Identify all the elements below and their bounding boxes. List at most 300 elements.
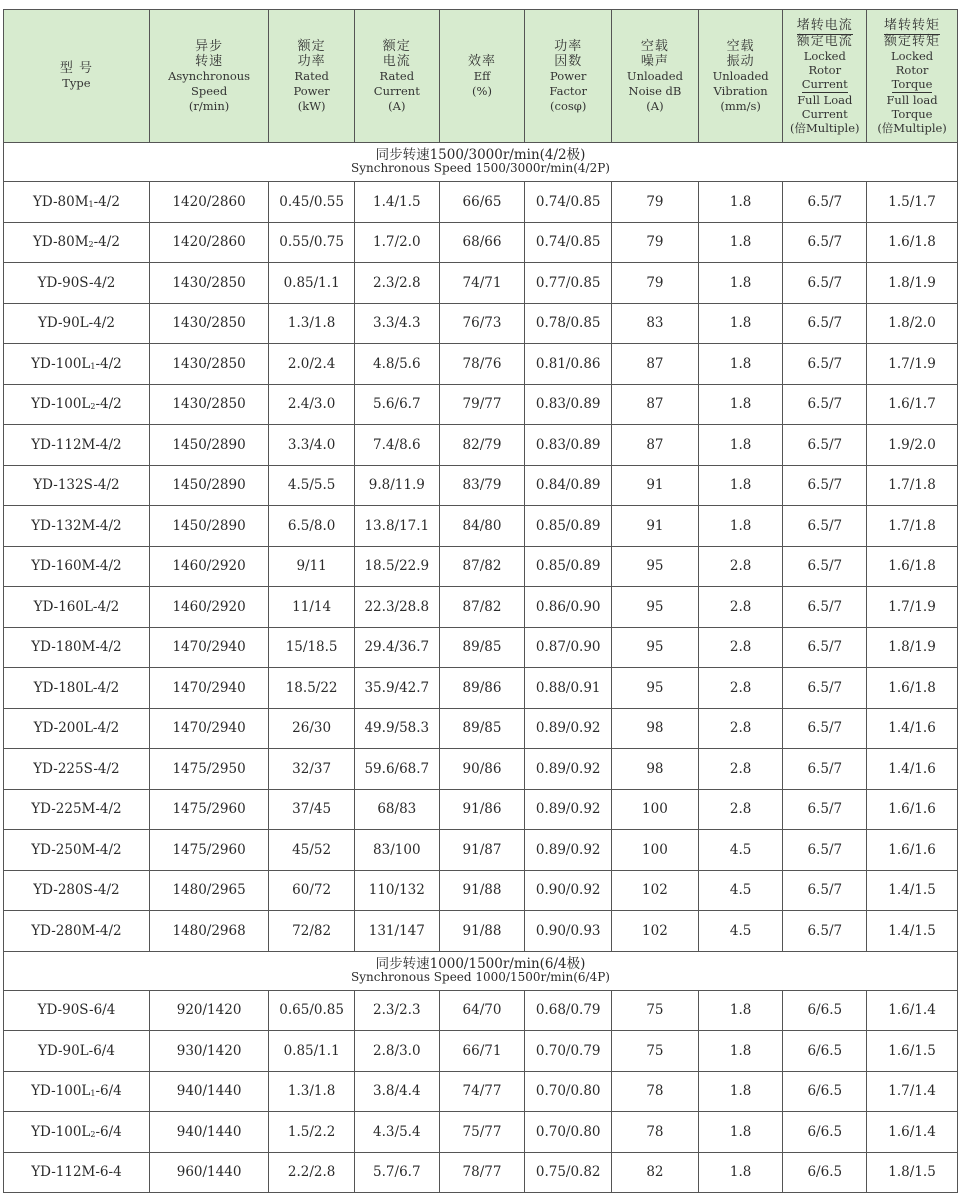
table-row <box>4 708 958 749</box>
cell-eff: 76/73 <box>439 303 525 344</box>
cell-type <box>4 222 150 263</box>
cell-noise: 100 <box>612 789 699 830</box>
type-text: YD-100L <box>31 1123 91 1140</box>
cell-power: 4.5/5.5 <box>269 465 355 506</box>
cell-type <box>4 465 150 506</box>
cell-pf: 0.85/0.89 <box>525 546 612 587</box>
cell-speed: 1460/2920 <box>149 587 268 628</box>
cell-type <box>4 182 150 223</box>
type-text: YD-90S-6/4 <box>37 1002 116 1019</box>
cell-eff: 91/88 <box>439 911 525 952</box>
cell-noise: 75 <box>612 1031 699 1072</box>
section-title-zh: 同步转速1000/1500r/min(6/4极) <box>375 955 586 972</box>
cell-noise: 95 <box>612 627 699 668</box>
cell-type <box>4 668 150 709</box>
cell-vib: 2.8 <box>698 587 783 628</box>
cell-pf: 0.89/0.92 <box>525 789 612 830</box>
cell-type <box>4 789 150 830</box>
cell-vib: 4.5 <box>698 870 783 911</box>
type-suffix: -4/2 <box>95 396 122 413</box>
cell-eff: 75/77 <box>439 1112 525 1153</box>
cell-power: 15/18.5 <box>269 627 355 668</box>
cell-lrc: 6/6.5 <box>783 1112 867 1153</box>
header-speed-en1: Asynchronous <box>168 68 251 83</box>
cell-noise: 98 <box>612 708 699 749</box>
cell-power: 1.3/1.8 <box>269 1071 355 1112</box>
type-text: YD-112M-6-4 <box>31 1164 122 1181</box>
cell-lrc: 6.5/7 <box>783 344 867 385</box>
cell-noise: 83 <box>612 303 699 344</box>
section-title-4-2 <box>4 143 958 182</box>
header-speed-zh1: 异步 <box>195 38 224 54</box>
cell-power: 2.4/3.0 <box>269 384 355 425</box>
cell-lrt: 1.4/1.5 <box>867 911 958 952</box>
cell-lrt: 1.6/1.8 <box>867 546 958 587</box>
header-lrc-unit: (倍Multiple) <box>790 120 860 135</box>
cell-pf: 0.74/0.85 <box>525 222 612 263</box>
table-row <box>4 789 958 830</box>
type-text: YD-80M <box>32 193 89 210</box>
cell-eff: 87/82 <box>439 546 525 587</box>
cell-lrt: 1.4/1.6 <box>867 749 958 790</box>
cell-power: 1.5/2.2 <box>269 1112 355 1153</box>
header-speed-zh2: 转速 <box>195 53 224 69</box>
cell-lrc: 6.5/7 <box>783 465 867 506</box>
cell-noise: 87 <box>612 384 699 425</box>
cell-type <box>4 1071 150 1112</box>
cell-current: 4.8/5.6 <box>354 344 439 385</box>
cell-current: 1.4/1.5 <box>354 182 439 223</box>
header-speed <box>149 10 268 143</box>
cell-lrc: 6.5/7 <box>783 425 867 466</box>
header-power <box>269 10 355 143</box>
cell-vib: 1.8 <box>698 465 783 506</box>
header-vibration-en1: Unloaded <box>712 68 769 83</box>
cell-pf: 0.70/0.80 <box>525 1112 612 1153</box>
table-row <box>4 384 958 425</box>
cell-power: 0.85/1.1 <box>269 263 355 304</box>
section-row-4-2 <box>4 143 958 182</box>
motor-spec-table <box>3 9 958 1193</box>
header-vibration <box>698 10 783 143</box>
cell-vib: 1.8 <box>698 384 783 425</box>
cell-speed: 940/1440 <box>149 1071 268 1112</box>
cell-vib: 2.8 <box>698 708 783 749</box>
header-lrt-unit: (倍Multiple) <box>877 120 947 135</box>
type-subscript: 1 <box>90 361 96 371</box>
cell-type <box>4 263 150 304</box>
cell-speed: 960/1440 <box>149 1152 268 1193</box>
cell-vib: 1.8 <box>698 425 783 466</box>
header-current-unit: (A) <box>388 98 406 113</box>
type-text: YD-200L-4/2 <box>33 720 120 737</box>
cell-speed: 940/1440 <box>149 1112 268 1153</box>
cell-lrc: 6.5/7 <box>783 384 867 425</box>
cell-power: 6.5/8.0 <box>269 506 355 547</box>
cell-pf: 0.90/0.92 <box>525 870 612 911</box>
cell-type <box>4 344 150 385</box>
cell-type <box>4 587 150 628</box>
cell-noise: 95 <box>612 587 699 628</box>
header-lrt-en5: Torque <box>891 106 933 121</box>
cell-type <box>4 506 150 547</box>
cell-vib: 4.5 <box>698 830 783 871</box>
cell-speed: 1430/2850 <box>149 303 268 344</box>
header-lrt-zh1: 堵转转矩 <box>884 17 941 33</box>
cell-eff: 91/86 <box>439 789 525 830</box>
cell-lrt: 1.7/1.8 <box>867 465 958 506</box>
cell-lrc: 6.5/7 <box>783 830 867 871</box>
cell-power: 37/45 <box>269 789 355 830</box>
table-row <box>4 344 958 385</box>
header-type-zh: 型 号 <box>59 61 94 76</box>
cell-vib: 2.8 <box>698 668 783 709</box>
header-pf-en2: Factor <box>549 83 587 98</box>
cell-eff: 74/77 <box>439 1071 525 1112</box>
cell-lrc: 6.5/7 <box>783 587 867 628</box>
cell-current: 110/132 <box>354 870 439 911</box>
type-text: YD-225M-4/2 <box>31 801 122 818</box>
header-lrc-zh2: 额定电流 <box>796 33 853 49</box>
cell-current: 3.8/4.4 <box>354 1071 439 1112</box>
header-lrc-en4: Full Load <box>797 92 853 107</box>
cell-eff: 78/76 <box>439 344 525 385</box>
cell-current: 49.9/58.3 <box>354 708 439 749</box>
header-lrt-en2: Rotor <box>895 62 929 77</box>
type-text: YD-90L-4/2 <box>37 315 115 332</box>
cell-speed: 1480/2968 <box>149 911 268 952</box>
cell-type <box>4 425 150 466</box>
cell-current: 131/147 <box>354 911 439 952</box>
cell-power: 11/14 <box>269 587 355 628</box>
type-suffix: -4/2 <box>93 193 120 210</box>
cell-pf: 0.84/0.89 <box>525 465 612 506</box>
cell-pf: 0.89/0.92 <box>525 830 612 871</box>
type-subscript: 2 <box>88 240 94 250</box>
cell-pf: 0.83/0.89 <box>525 425 612 466</box>
table-row <box>4 668 958 709</box>
header-eff-unit: (%) <box>472 83 492 98</box>
header-power-en1: Rated <box>294 68 329 83</box>
header-pf-en1: Power <box>550 68 587 83</box>
cell-type <box>4 870 150 911</box>
table-row <box>4 303 958 344</box>
cell-lrt: 1.4/1.6 <box>867 708 958 749</box>
cell-lrt: 1.7/1.4 <box>867 1071 958 1112</box>
cell-lrt: 1.6/1.4 <box>867 1112 958 1153</box>
type-text: YD-225S-4/2 <box>33 760 120 777</box>
header-pf-zh2: 因数 <box>554 53 583 69</box>
cell-speed: 1450/2890 <box>149 465 268 506</box>
table-row <box>4 749 958 790</box>
cell-pf: 0.78/0.85 <box>525 303 612 344</box>
header-lrc-en2: Rotor <box>808 62 842 77</box>
header-pf <box>525 10 612 143</box>
header-speed-en2: Speed <box>190 83 228 98</box>
cell-vib: 1.8 <box>698 303 783 344</box>
cell-current: 13.8/17.1 <box>354 506 439 547</box>
cell-pf: 0.90/0.93 <box>525 911 612 952</box>
cell-speed: 1430/2850 <box>149 263 268 304</box>
type-text: YD-132S-4/2 <box>33 477 120 494</box>
cell-power: 60/72 <box>269 870 355 911</box>
cell-power: 2.2/2.8 <box>269 1152 355 1193</box>
cell-type <box>4 911 150 952</box>
cell-pf: 0.81/0.86 <box>525 344 612 385</box>
cell-lrt: 1.8/1.9 <box>867 263 958 304</box>
cell-vib: 1.8 <box>698 1071 783 1112</box>
cell-lrt: 1.6/1.6 <box>867 789 958 830</box>
cell-type <box>4 830 150 871</box>
header-lrt-en4: Full load <box>886 92 938 107</box>
header-noise <box>612 10 699 143</box>
cell-speed: 930/1420 <box>149 1031 268 1072</box>
type-text: YD-112M-4/2 <box>31 436 122 453</box>
cell-eff: 89/85 <box>439 708 525 749</box>
header-vibration-en2: Vibration <box>713 83 768 98</box>
cell-pf: 0.88/0.91 <box>525 668 612 709</box>
cell-lrt: 1.7/1.9 <box>867 344 958 385</box>
cell-current: 29.4/36.7 <box>354 627 439 668</box>
cell-type <box>4 384 150 425</box>
header-lrt-en1: Locked <box>890 48 934 63</box>
table-row <box>4 830 958 871</box>
section-title-en: Synchronous Speed 1000/1500r/min(6/4P) <box>351 969 610 984</box>
cell-vib: 4.5 <box>698 911 783 952</box>
header-current-en2: Current <box>373 83 420 98</box>
cell-current: 59.6/68.7 <box>354 749 439 790</box>
section-title-zh: 同步转速1500/3000r/min(4/2极) <box>375 147 586 163</box>
table-row <box>4 1031 958 1072</box>
cell-eff: 89/86 <box>439 668 525 709</box>
cell-noise: 75 <box>612 990 699 1031</box>
cell-lrt: 1.7/1.8 <box>867 506 958 547</box>
cell-lrc: 6.5/7 <box>783 911 867 952</box>
type-text: YD-100L <box>31 396 91 413</box>
cell-type <box>4 1031 150 1072</box>
cell-lrt: 1.4/1.5 <box>867 870 958 911</box>
header-vibration-zh1: 空载 <box>726 38 755 54</box>
type-subscript: 1 <box>90 1089 96 1099</box>
cell-current: 83/100 <box>354 830 439 871</box>
header-current-en1: Rated <box>379 68 415 83</box>
cell-noise: 95 <box>612 668 699 709</box>
cell-lrc: 6/6.5 <box>783 990 867 1031</box>
cell-pf: 0.75/0.82 <box>525 1152 612 1193</box>
cell-pf: 0.83/0.89 <box>525 384 612 425</box>
header-lrt-zh2: 额定转矩 <box>884 33 941 49</box>
cell-pf: 0.86/0.90 <box>525 587 612 628</box>
cell-lrc: 6.5/7 <box>783 708 867 749</box>
cell-speed: 1450/2890 <box>149 425 268 466</box>
cell-pf: 0.85/0.89 <box>525 506 612 547</box>
cell-type <box>4 1152 150 1193</box>
cell-power: 1.3/1.8 <box>269 303 355 344</box>
type-text: YD-160M-4/2 <box>31 558 122 575</box>
cell-power: 3.3/4.0 <box>269 425 355 466</box>
cell-pf: 0.70/0.80 <box>525 1071 612 1112</box>
table-row <box>4 182 958 223</box>
cell-noise: 79 <box>612 222 699 263</box>
cell-lrt: 1.5/1.7 <box>867 182 958 223</box>
table-row <box>4 870 958 911</box>
cell-lrt: 1.8/1.5 <box>867 1152 958 1193</box>
type-text: YD-250M-4/2 <box>31 841 122 858</box>
cell-lrc: 6.5/7 <box>783 263 867 304</box>
cell-lrt: 1.9/2.0 <box>867 425 958 466</box>
cell-power: 0.55/0.75 <box>269 222 355 263</box>
header-current-zh2: 电流 <box>382 53 411 69</box>
header-noise-en2: Noise dB <box>628 83 682 98</box>
type-text: YD-90L-6/4 <box>37 1042 115 1059</box>
header-lrc-zh1: 堵转电流 <box>796 17 853 33</box>
header-pf-zh1: 功率 <box>554 38 583 54</box>
cell-noise: 87 <box>612 344 699 385</box>
cell-speed: 1420/2860 <box>149 182 268 223</box>
header-current-zh1: 额定 <box>382 38 411 54</box>
type-suffix: -6/4 <box>95 1083 122 1100</box>
cell-lrt: 1.6/1.7 <box>867 384 958 425</box>
header-power-zh1: 额定 <box>297 38 326 54</box>
cell-noise: 79 <box>612 263 699 304</box>
cell-eff: 82/79 <box>439 425 525 466</box>
cell-vib: 1.8 <box>698 506 783 547</box>
section-row-6-4 <box>4 951 958 990</box>
cell-power: 32/37 <box>269 749 355 790</box>
header-power-unit: (kW) <box>297 98 326 113</box>
header-type-en: Type <box>62 76 91 90</box>
header-power-zh2: 功率 <box>297 53 326 69</box>
type-suffix: -4/2 <box>95 355 122 372</box>
cell-current: 9.8/11.9 <box>354 465 439 506</box>
type-suffix: -4/2 <box>93 234 120 251</box>
cell-eff: 64/70 <box>439 990 525 1031</box>
cell-noise: 95 <box>612 546 699 587</box>
table-row <box>4 911 958 952</box>
cell-speed: 1430/2850 <box>149 384 268 425</box>
cell-vib: 1.8 <box>698 990 783 1031</box>
cell-type <box>4 708 150 749</box>
cell-lrc: 6.5/7 <box>783 222 867 263</box>
cell-current: 3.3/4.3 <box>354 303 439 344</box>
cell-lrt: 1.6/1.6 <box>867 830 958 871</box>
cell-speed: 920/1420 <box>149 990 268 1031</box>
cell-eff: 79/77 <box>439 384 525 425</box>
cell-lrc: 6.5/7 <box>783 546 867 587</box>
header-type <box>4 10 150 143</box>
cell-lrt: 1.6/1.5 <box>867 1031 958 1072</box>
table-row <box>4 1152 958 1193</box>
cell-power: 9/11 <box>269 546 355 587</box>
cell-eff: 90/86 <box>439 749 525 790</box>
cell-current: 18.5/22.9 <box>354 546 439 587</box>
cell-pf: 0.68/0.79 <box>525 990 612 1031</box>
table-row <box>4 425 958 466</box>
header-noise-zh2: 噪声 <box>640 53 669 69</box>
cell-vib: 1.8 <box>698 1031 783 1072</box>
type-text: YD-280S-4/2 <box>33 882 120 899</box>
cell-power: 0.45/0.55 <box>269 182 355 223</box>
cell-lrt: 1.6/1.8 <box>867 668 958 709</box>
cell-eff: 83/79 <box>439 465 525 506</box>
cell-noise: 102 <box>612 870 699 911</box>
cell-eff: 87/82 <box>439 587 525 628</box>
cell-noise: 82 <box>612 1152 699 1193</box>
table-row <box>4 546 958 587</box>
cell-speed: 1460/2920 <box>149 546 268 587</box>
cell-noise: 87 <box>612 425 699 466</box>
cell-speed: 1430/2850 <box>149 344 268 385</box>
header-lrc-en3: Current <box>801 76 848 91</box>
cell-lrt: 1.7/1.9 <box>867 587 958 628</box>
cell-vib: 2.8 <box>698 627 783 668</box>
table-row <box>4 587 958 628</box>
header-power-en2: Power <box>293 83 330 98</box>
cell-type <box>4 546 150 587</box>
cell-type <box>4 627 150 668</box>
type-text: YD-90S-4/2 <box>37 274 116 291</box>
table-row <box>4 465 958 506</box>
cell-vib: 2.8 <box>698 546 783 587</box>
cell-type <box>4 749 150 790</box>
cell-current: 68/83 <box>354 789 439 830</box>
cell-pf: 0.89/0.92 <box>525 708 612 749</box>
cell-vib: 2.8 <box>698 749 783 790</box>
cell-current: 4.3/5.4 <box>354 1112 439 1153</box>
cell-lrc: 6.5/7 <box>783 627 867 668</box>
cell-eff: 66/71 <box>439 1031 525 1072</box>
cell-speed: 1420/2860 <box>149 222 268 263</box>
cell-type <box>4 303 150 344</box>
table-row <box>4 263 958 304</box>
cell-power: 72/82 <box>269 911 355 952</box>
header-eff-en: Eff <box>473 68 491 83</box>
cell-vib: 1.8 <box>698 344 783 385</box>
cell-noise: 91 <box>612 506 699 547</box>
section-title-en: Synchronous Speed 1500/3000r/min(4/2P) <box>351 161 610 175</box>
type-suffix: -6/4 <box>95 1123 122 1140</box>
cell-pf: 0.87/0.90 <box>525 627 612 668</box>
table-row <box>4 1071 958 1112</box>
cell-noise: 102 <box>612 911 699 952</box>
cell-current: 7.4/8.6 <box>354 425 439 466</box>
cell-eff: 91/88 <box>439 870 525 911</box>
cell-vib: 1.8 <box>698 1112 783 1153</box>
header-vibration-unit: (mm/s) <box>720 98 761 113</box>
cell-vib: 1.8 <box>698 263 783 304</box>
table-row <box>4 506 958 547</box>
cell-lrt: 1.6/1.8 <box>867 222 958 263</box>
cell-speed: 1475/2960 <box>149 789 268 830</box>
cell-lrc: 6.5/7 <box>783 182 867 223</box>
cell-noise: 98 <box>612 749 699 790</box>
cell-current: 5.6/6.7 <box>354 384 439 425</box>
type-subscript: 1 <box>88 199 94 209</box>
type-text: YD-160L-4/2 <box>33 598 120 615</box>
cell-eff: 91/87 <box>439 830 525 871</box>
cell-speed: 1475/2960 <box>149 830 268 871</box>
cell-vib: 1.8 <box>698 182 783 223</box>
type-text: YD-132M-4/2 <box>31 517 122 534</box>
type-text: YD-80M <box>32 234 89 251</box>
cell-current: 22.3/28.8 <box>354 587 439 628</box>
cell-eff: 66/65 <box>439 182 525 223</box>
type-text: YD-180L-4/2 <box>33 679 120 696</box>
cell-lrc: 6.5/7 <box>783 789 867 830</box>
cell-current: 35.9/42.7 <box>354 668 439 709</box>
cell-pf: 0.74/0.85 <box>525 182 612 223</box>
header-lrt-en3: Torque <box>891 76 933 91</box>
